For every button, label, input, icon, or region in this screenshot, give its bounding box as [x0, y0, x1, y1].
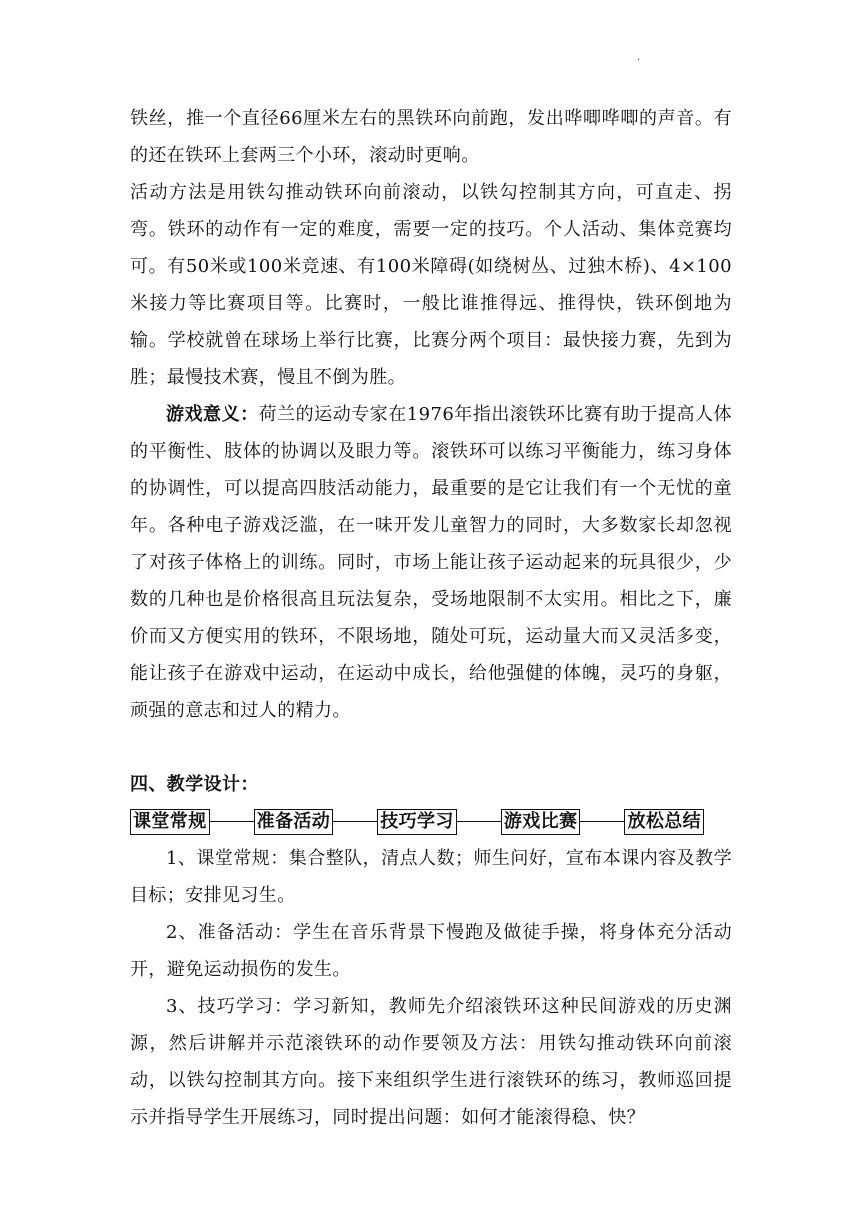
step-2-paragraph: 2、准备活动：学生在音乐背景下慢跑及做徒手操，将身体充分活动开，避免运动损伤的发生。: [130, 922, 732, 980]
flow-connector: [210, 821, 254, 822]
flow-step-3: 技巧学习: [377, 809, 457, 835]
blank-line: [130, 729, 732, 766]
teaching-flow: [130, 803, 732, 840]
step-3-paragraph: 3、技巧学习：学习新知，教师先介绍滚铁环这种民间游戏的历史渊源，然后讲解并示范滚铁环的动作要领及方法：用铁勾推动铁环向前滚动，以铁勾控制其方向。接下来组织学生进行滚铁环的练习，教师巡回提示并指导学生开展练习，同时提出问题：如何才能滚得稳、快？: [130, 996, 732, 1128]
paragraph-significance: [130, 396, 732, 729]
flow-step-1: 课堂常规: [130, 809, 210, 835]
paragraph-method: 活动方法是用铁勾推动铁环向前滚动，以铁勾控制其方向，可直走、拐弯。铁环的动作有一定的难度，需要一定的技巧。个人活动、集体竞赛均可。有50米或100米竞速、有100米障碍(如绕树丛、过独木桥)、4×100米接力等比赛项目等。比赛时，一般比谁推得远、推得快，铁环倒地为输。学校就曾在球场上举行比赛，比赛分两个项目：最快接力赛，先到为胜；最慢技术赛，慢且不倒为胜。: [130, 182, 732, 388]
header-mark: ·: [637, 55, 641, 66]
flow-step-2: 准备活动: [254, 809, 334, 835]
flow-step-4: 游戏比赛: [501, 809, 581, 835]
flow-connector: [333, 821, 377, 822]
section-heading: 四、教学设计：: [130, 774, 259, 795]
significance-label: 游戏意义：: [166, 404, 259, 425]
step-1-paragraph: 1、课堂常规：集合整队，清点人数；师生问好，宣布本课内容及教学目标；安排见习生。: [130, 848, 732, 906]
paragraph-intro: 铁丝，推一个直径66厘米左右的黑铁环向前跑，发出哗唧哗唧的声音。有的还在铁环上套两三个小环，滚动时更响。: [130, 108, 732, 166]
document-page: [130, 100, 732, 1136]
significance-body: 荷兰的运动专家在1976年指出滚铁环比赛有助于提高人体的平衡性、肢体的协调以及眼力等。滚铁环可以练习平衡能力，练习身体的协调性，可以提高四肢活动能力，最重要的是它让我们有一个无忧的童年。各种电子游戏泛滥，在一味开发儿童智力的同时，大多数家长却忽视了对孩子体格上的训练。同时，市场上能让孩子运动起来的玩具很少，少数的几种也是价格很高且玩法复杂，受场地限制不太实用。相比之下，廉价而又方便实用的铁环，不限场地，随处可玩，运动量大而又灵活多变，能让孩子在游戏中运动，在运动中成长，给他强健的体魄，灵巧的身躯，顽强的意志和过人的精力。: [130, 404, 733, 721]
flow-step-5: 放松总结: [624, 809, 704, 835]
flow-connector: [580, 821, 624, 822]
flow-connector: [457, 821, 501, 822]
